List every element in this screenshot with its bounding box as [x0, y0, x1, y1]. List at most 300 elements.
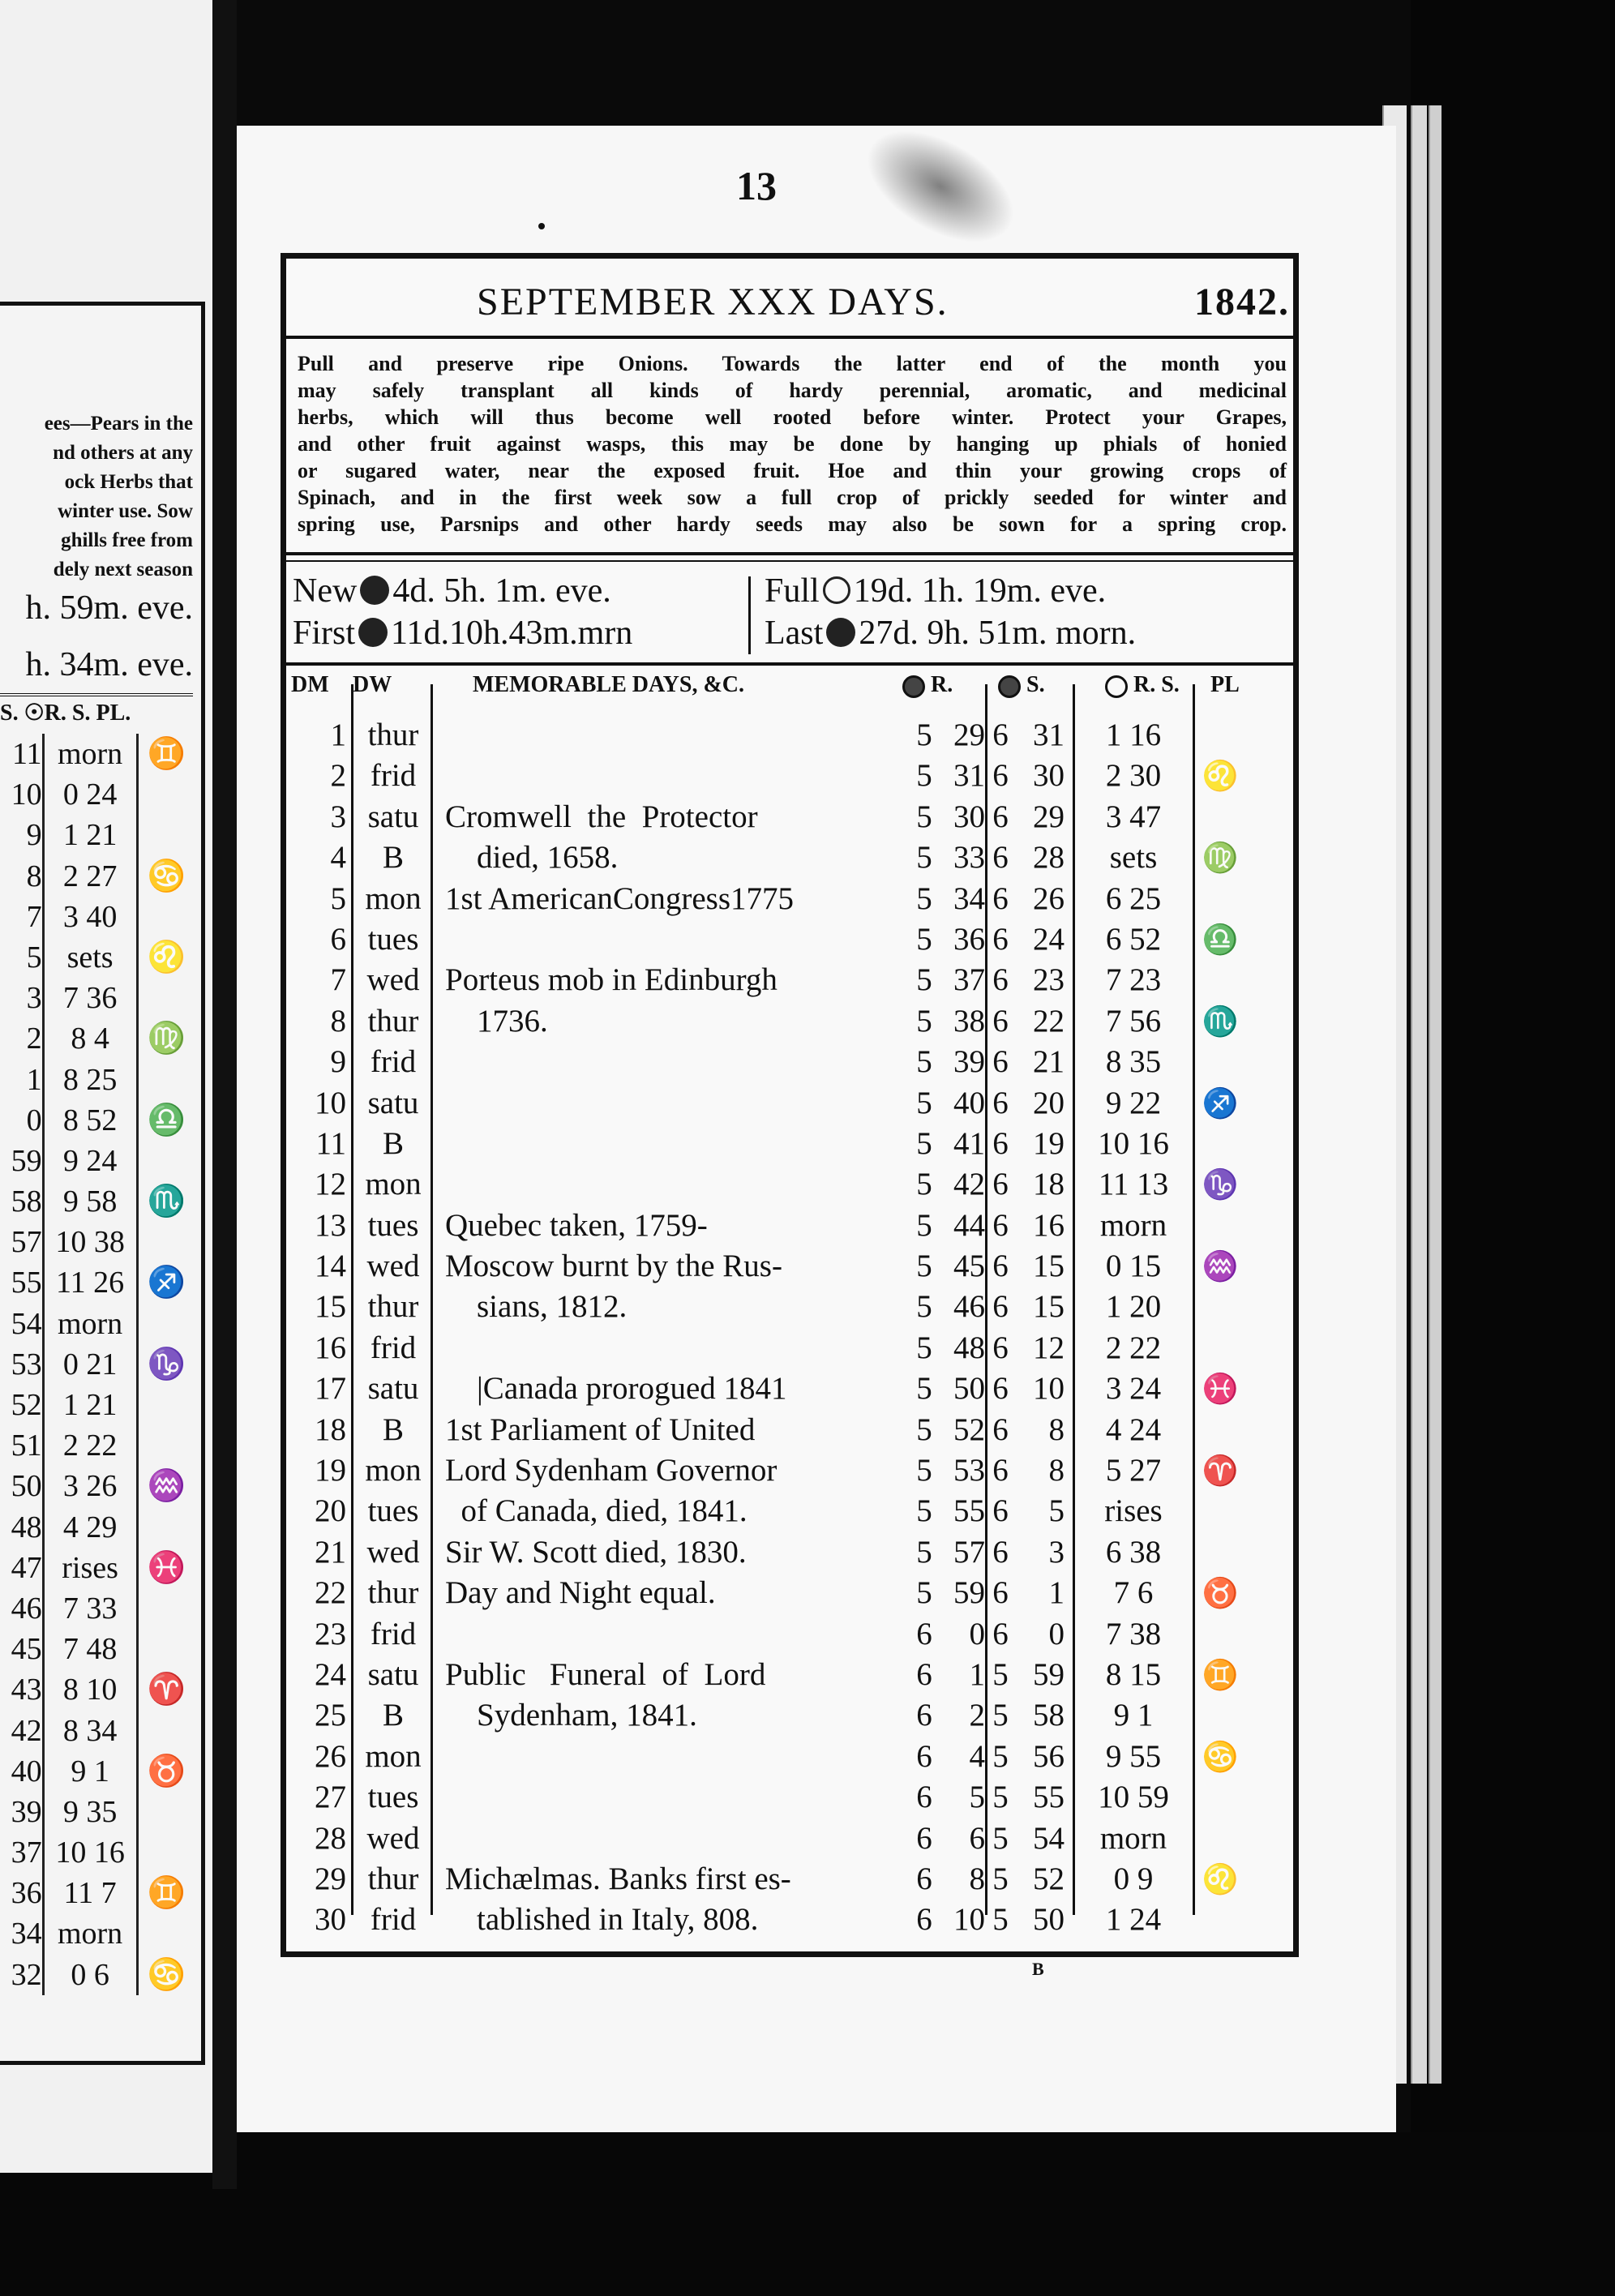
- sunset-minute: 58: [1033, 1698, 1065, 1733]
- sunset-hour: 6: [992, 1575, 1009, 1611]
- table-cell: 8 25: [42, 1060, 136, 1100]
- previous-page-rows: [0, 734, 195, 1995]
- sunset-minute: 56: [1033, 1738, 1065, 1774]
- moon-rise-set: 7 23: [1105, 962, 1162, 998]
- sunset-minute: 55: [1033, 1780, 1065, 1815]
- sunset-hour: 5: [992, 1902, 1009, 1938]
- sunset-minute: 24: [1033, 921, 1065, 957]
- sunrise-minute: 45: [953, 1249, 985, 1284]
- divider: [286, 552, 1293, 555]
- sunrise-minute: 38: [953, 1003, 985, 1039]
- table-cell: 9 1: [42, 1751, 136, 1792]
- moon-rise-set-header: R. S.: [1105, 672, 1180, 698]
- table-row: [286, 1287, 1293, 1327]
- sunset-hour: 6: [992, 880, 1009, 916]
- table-row: [286, 1450, 1293, 1491]
- phase-divider: [748, 576, 751, 654]
- phase-time: 19d. 1h. 19m. eve.: [853, 572, 1107, 610]
- day-of-month: 13: [315, 1207, 346, 1243]
- day-of-week: mon: [365, 880, 422, 916]
- previous-table-row: [0, 1425, 195, 1466]
- moon-rise-set: 1 20: [1105, 1289, 1162, 1325]
- table-cell: 51: [11, 1429, 42, 1463]
- first-quarter-phase: [293, 614, 632, 653]
- table-row: [286, 1777, 1293, 1818]
- table-cell: 7 33: [42, 1588, 136, 1629]
- day-of-month: 20: [315, 1493, 346, 1529]
- sunrise-hour: 5: [916, 1207, 932, 1243]
- day-of-month: 22: [315, 1575, 346, 1611]
- zodiac-sign: ♎: [1202, 923, 1239, 956]
- previous-notes-line: ees—Pears in the: [44, 413, 193, 435]
- day-of-month: 8: [330, 1003, 346, 1039]
- sunset-hour: 6: [992, 1371, 1009, 1407]
- zodiac-sign: [136, 1629, 195, 1669]
- zodiac-sign: [136, 1425, 195, 1466]
- moon-phases: [286, 570, 1293, 659]
- table-cell: 8 4: [42, 1018, 136, 1059]
- moon-rise-set: 10 59: [1098, 1780, 1169, 1815]
- day-of-month: 29: [315, 1861, 346, 1896]
- table-row: [286, 1124, 1293, 1164]
- zodiac-sign: [136, 1141, 195, 1181]
- moon-phase-line: h. 59m. eve.: [25, 589, 193, 627]
- sunset-hour: 6: [992, 718, 1009, 752]
- year: 1842.: [1194, 281, 1290, 323]
- table-cell: 11 26: [42, 1262, 136, 1303]
- previous-table-row: [0, 1262, 195, 1303]
- table-cell: 7 48: [42, 1629, 136, 1669]
- sunrise-hour: 6: [916, 1780, 932, 1815]
- zodiac-sign: ♎: [136, 1100, 195, 1141]
- memorable-event: sians, 1812.: [445, 1289, 628, 1325]
- sunset-minute: 15: [1033, 1249, 1065, 1284]
- day-of-week: wed: [366, 1820, 420, 1856]
- day-of-month: 5: [330, 880, 346, 916]
- sunrise-hour: 5: [916, 1330, 932, 1365]
- divider: [286, 560, 1293, 562]
- phase-time: 27d. 9h. 51m. morn.: [859, 615, 1137, 652]
- table-cell: 11 7: [42, 1873, 136, 1913]
- previous-page-column-header: S. ☉R. S. PL.: [0, 700, 131, 726]
- day-of-month: 16: [315, 1330, 346, 1365]
- sunrise-minute: 8: [969, 1861, 985, 1896]
- previous-table-row: [0, 1018, 195, 1059]
- sunset-minute: 8: [1048, 1411, 1065, 1447]
- day-of-month: 14: [315, 1249, 346, 1284]
- table-cell: 5: [26, 940, 42, 975]
- previous-table-row: [0, 1060, 195, 1100]
- table-cell: 1: [26, 1062, 42, 1097]
- table-row: [286, 1655, 1293, 1695]
- sunrise-minute: 0: [969, 1616, 985, 1651]
- memorable-event: died, 1658.: [445, 840, 619, 876]
- notes-line: herbs, which will thus become well rooted before winter. Protect your Grapes,: [298, 405, 1287, 429]
- sunset-hour: 6: [992, 799, 1009, 834]
- moon-rise-set: 6 52: [1105, 921, 1162, 957]
- sunset-hour: 6: [992, 1616, 1009, 1651]
- table-cell: 8 34: [42, 1711, 136, 1751]
- sunset-hour: 6: [992, 1493, 1009, 1529]
- sunset-hour: 6: [992, 840, 1009, 876]
- day-of-week: B: [382, 1411, 404, 1447]
- moon-rise-set: 4 24: [1105, 1411, 1162, 1447]
- table-row: [286, 837, 1293, 878]
- moon-rise-set: 6 25: [1105, 880, 1162, 916]
- day-of-week: satu: [367, 1085, 419, 1120]
- new-moon-icon: [360, 576, 389, 605]
- previous-table-row: [0, 1832, 195, 1873]
- sunrise-hour: 5: [916, 1249, 932, 1284]
- sunset-minute: 21: [1033, 1044, 1065, 1080]
- previous-table-row: [0, 1304, 195, 1344]
- memorable-event: Lord Sydenham Governor: [445, 1453, 778, 1489]
- sunrise-hour: 6: [916, 1820, 932, 1856]
- sunrise-minute: 48: [953, 1330, 985, 1365]
- sunrise-minute: 31: [953, 758, 985, 794]
- moon-rise-set: 9 1: [1113, 1698, 1154, 1733]
- day-of-month: 24: [315, 1656, 346, 1692]
- table-row: [286, 1859, 1293, 1900]
- sunrise-hour: 5: [916, 1534, 932, 1570]
- memorable-event: Public Funeral of Lord: [445, 1656, 766, 1692]
- sunrise-hour: 6: [916, 1861, 932, 1896]
- zodiac-sign: ♍: [136, 1018, 195, 1059]
- table-cell: morn: [42, 734, 136, 774]
- sunset-minute: 1: [1048, 1575, 1065, 1611]
- table-cell: 2: [26, 1022, 42, 1056]
- phase-label: Full: [765, 572, 820, 610]
- header-dw: DW: [353, 672, 392, 697]
- last-quarter-phase: [765, 614, 1136, 653]
- day-of-month: 7: [330, 962, 346, 998]
- sunset-hour: 5: [992, 1656, 1009, 1692]
- previous-page: [0, 0, 212, 2173]
- zodiac-sign: ♊: [136, 1873, 195, 1913]
- table-cell: 54: [11, 1306, 42, 1341]
- previous-table-row: [0, 978, 195, 1018]
- memorable-event: of Canada, died, 1841.: [445, 1493, 748, 1529]
- sunset-hour: 6: [992, 1044, 1009, 1080]
- day-of-week: frid: [370, 758, 417, 794]
- table-cell: 7: [26, 899, 42, 934]
- memorable-event: Porteus mob in Edinburgh: [445, 962, 778, 998]
- sunset-hour: 5: [992, 1780, 1009, 1815]
- day-of-month: 23: [315, 1616, 346, 1651]
- sunset-hour: 6: [992, 921, 1009, 957]
- table-row: [286, 1410, 1293, 1450]
- sunset-minute: 26: [1033, 880, 1065, 916]
- moon-rise-set: 7 6: [1113, 1575, 1154, 1611]
- page-number: 13: [736, 163, 777, 208]
- table-cell: 2 22: [42, 1425, 136, 1466]
- sunrise-hour: 5: [916, 1453, 932, 1489]
- table-cell: 36: [11, 1876, 42, 1911]
- day-of-month: 1: [330, 718, 346, 752]
- zodiac-sign: [136, 815, 195, 855]
- moon-rise-set: 2 22: [1105, 1330, 1162, 1365]
- zodiac-sign: ♉: [136, 1751, 195, 1792]
- zodiac-sign: ♌: [136, 937, 195, 978]
- zodiac-sign: ♐: [136, 1262, 195, 1303]
- table-row: [286, 1206, 1293, 1246]
- previous-table-row: [0, 1669, 195, 1710]
- sunset-hour: 6: [992, 962, 1009, 998]
- moon-rise-set: 9 22: [1105, 1085, 1162, 1120]
- zodiac-sign: [136, 774, 195, 815]
- table-row: [286, 1573, 1293, 1613]
- notes-line: and other fruit against wasps, this may be done by hanging up phials of honied: [298, 432, 1287, 456]
- table-cell: 59: [11, 1143, 42, 1178]
- zodiac-sign: ♈: [136, 1669, 195, 1710]
- sunset-hour: 6: [992, 1125, 1009, 1161]
- zodiac-sign: [136, 1507, 195, 1548]
- zodiac-sign: ♊: [136, 734, 195, 774]
- table-cell: morn: [42, 1304, 136, 1344]
- sunrise-hour: 5: [916, 1125, 932, 1161]
- day-of-week: thur: [367, 1861, 419, 1896]
- table-cell: 9 24: [42, 1141, 136, 1181]
- table-row: [286, 1369, 1293, 1409]
- sunrise-hour: 5: [916, 1003, 932, 1039]
- sunrise-minute: 33: [953, 840, 985, 876]
- zodiac-sign: [136, 1222, 195, 1262]
- sunset-minute: 0: [1048, 1616, 1065, 1651]
- table-cell: 9: [26, 818, 42, 853]
- previous-table-row: [0, 1588, 195, 1629]
- table-cell: 1 21: [42, 1385, 136, 1425]
- day-of-month: 21: [315, 1534, 346, 1570]
- previous-table-row: [0, 1466, 195, 1506]
- moon-rise-set: 1 16: [1105, 718, 1162, 752]
- zodiac-sign: ♉: [1202, 1577, 1239, 1610]
- sunset-minute: 16: [1033, 1207, 1065, 1243]
- sunrise-hour: 5: [916, 880, 932, 916]
- sunset-minute: 10: [1033, 1371, 1065, 1407]
- memorable-event: Michælmas. Banks first es-: [445, 1861, 791, 1896]
- moon-rise-set: morn: [1099, 1820, 1167, 1856]
- previous-table-row: [0, 734, 195, 774]
- sunset-hour: 6: [992, 1289, 1009, 1325]
- sunrise-minute: 39: [953, 1044, 985, 1080]
- sunset-minute: 54: [1033, 1820, 1065, 1856]
- day-of-week: thur: [367, 1289, 419, 1325]
- book-spine: [212, 0, 237, 2189]
- moon-rise-set: morn: [1099, 1207, 1167, 1243]
- divider: [286, 662, 1293, 666]
- sunset-minute: 15: [1033, 1289, 1065, 1325]
- zodiac-sign: [136, 1711, 195, 1751]
- header-memorable-days: MEMORABLE DAYS, &C.: [473, 672, 744, 697]
- zodiac-sign: ♍: [1202, 842, 1239, 875]
- day-of-week: wed: [366, 962, 420, 998]
- table-cell: 50: [11, 1469, 42, 1504]
- full-moon-icon: [823, 576, 850, 604]
- scan-background-bottom: [0, 2132, 1615, 2296]
- sunrise-minute: 41: [953, 1125, 985, 1161]
- day-of-month: 26: [315, 1738, 346, 1774]
- notes-line: or sugared water, near the exposed fruit. Hoe and thin your growing crops of: [298, 459, 1287, 482]
- zodiac-sign: ♒: [136, 1466, 195, 1506]
- table-row: [286, 919, 1293, 960]
- zodiac-sign: ♋: [136, 1955, 195, 1995]
- previous-page-moon-phases: [0, 580, 193, 696]
- previous-notes-line: dely next season: [53, 559, 193, 580]
- moon-rise-set: 5 27: [1105, 1453, 1162, 1489]
- table-row: [286, 1328, 1293, 1369]
- table-cell: 0: [26, 1103, 42, 1137]
- sunrise-minute: 44: [953, 1207, 985, 1243]
- day-of-month: 28: [315, 1820, 346, 1856]
- notes-line: Pull and preserve ripe Onions. Towards the latter end of the month you: [298, 352, 1287, 375]
- day-of-month: 12: [315, 1167, 346, 1202]
- month-heading: [286, 280, 1293, 328]
- sunrise-minute: 6: [969, 1820, 985, 1856]
- zodiac-sign: ♓: [136, 1548, 195, 1588]
- sunset-minute: 22: [1033, 1003, 1065, 1039]
- table-cell: 46: [11, 1591, 42, 1626]
- table-cell: 3: [26, 981, 42, 1016]
- sunrise-hour: 6: [916, 1616, 932, 1651]
- sunset-hour: 6: [992, 1330, 1009, 1365]
- day-of-week: B: [382, 840, 404, 876]
- previous-table-row: [0, 1955, 195, 1995]
- new-moon-phase: [293, 572, 611, 610]
- day-of-week: tues: [367, 921, 419, 957]
- phase-label: New: [293, 572, 358, 610]
- previous-table-row: [0, 1751, 195, 1792]
- last-quarter-icon: [826, 618, 855, 647]
- table-cell: 7 36: [42, 978, 136, 1018]
- zodiac-sign: [136, 1304, 195, 1344]
- sunrise-hour: 5: [916, 1411, 932, 1447]
- zodiac-sign: [136, 897, 195, 937]
- table-row: [286, 756, 1293, 796]
- previous-table-row: [0, 1913, 195, 1954]
- day-of-week: mon: [365, 1453, 422, 1489]
- page-edge: [1411, 105, 1427, 2084]
- moon-icon: [1105, 675, 1128, 698]
- table-header: [286, 672, 1293, 713]
- sunrise-hour: 5: [916, 1289, 932, 1325]
- day-of-week: satu: [367, 799, 419, 834]
- previous-table-row: [0, 1222, 195, 1262]
- moon-rise-set: 3 47: [1105, 799, 1162, 834]
- moon-rise-set: 3 24: [1105, 1371, 1162, 1407]
- sunrise-minute: 36: [953, 921, 985, 957]
- sunrise-hour: 5: [916, 718, 932, 752]
- table-row: [286, 1695, 1293, 1736]
- table-cell: sets: [42, 937, 136, 978]
- moon-rise-set: 0 15: [1105, 1249, 1162, 1284]
- table-row: [286, 1083, 1293, 1124]
- sunset-minute: 12: [1033, 1330, 1065, 1365]
- memorable-event: 1736.: [445, 1003, 548, 1039]
- sunset-minute: 18: [1033, 1167, 1065, 1202]
- sunrise-hour: 5: [916, 1371, 932, 1407]
- memorable-event: Day and Night equal.: [445, 1575, 716, 1611]
- previous-notes-line: nd others at any: [53, 442, 193, 464]
- month-title: SEPTEMBER XXX DAYS.: [477, 281, 949, 323]
- table-row: [286, 879, 1293, 919]
- almanac-frame: [281, 253, 1299, 1957]
- memorable-event: |Canada prorogued 1841: [445, 1371, 787, 1407]
- moon-rise-set: 9 55: [1105, 1738, 1162, 1774]
- zodiac-sign: ♑: [1202, 1168, 1239, 1202]
- sunrise-hour: 5: [916, 1085, 932, 1120]
- sunset-hour: 6: [992, 1411, 1009, 1447]
- table-cell: 3 40: [42, 897, 136, 937]
- table-cell: 32: [11, 1957, 42, 1992]
- sunset-hour: 5: [992, 1861, 1009, 1896]
- table-cell: 42: [11, 1713, 42, 1748]
- day-of-week: frid: [370, 1616, 417, 1651]
- day-of-week: thur: [367, 1575, 419, 1611]
- previous-table-row: [0, 774, 195, 815]
- day-of-week: tues: [367, 1207, 419, 1243]
- previous-table-row: [0, 1548, 195, 1588]
- table-cell: rises: [42, 1548, 136, 1588]
- sunrise-hour: 5: [916, 840, 932, 876]
- sunrise-minute: 53: [953, 1453, 985, 1489]
- sunset-hour: 6: [992, 1453, 1009, 1489]
- sunrise-minute: 55: [953, 1493, 985, 1529]
- gardening-notes: [298, 350, 1287, 538]
- zodiac-sign: [136, 1792, 195, 1832]
- sunset-minute: 20: [1033, 1085, 1065, 1120]
- notes-line: Spinach, and in the first week sow a full crop of prickly seeded for winter and: [298, 486, 1287, 509]
- sun-icon: [998, 675, 1021, 698]
- day-of-week: frid: [370, 1902, 417, 1938]
- sunrise-hour: 5: [916, 1044, 932, 1080]
- table-cell: 11: [11, 737, 42, 771]
- table-cell: 8: [26, 859, 42, 893]
- table-cell: 58: [11, 1184, 42, 1219]
- moon-rise-set: 8 35: [1105, 1044, 1162, 1080]
- day-of-month: 3: [330, 799, 346, 834]
- sunset-hour: 5: [992, 1738, 1009, 1774]
- memorable-event: tablished in Italy, 808.: [445, 1902, 759, 1938]
- zodiac-sign: ♋: [1202, 1740, 1239, 1773]
- day-of-month: 25: [315, 1698, 346, 1733]
- sun-icon: [902, 675, 925, 698]
- sunset-hour: 6: [992, 1534, 1009, 1570]
- table-row: [286, 715, 1293, 756]
- zodiac-sign: ♏: [1202, 1004, 1239, 1038]
- day-of-week: mon: [365, 1738, 422, 1774]
- moon-rise-set: 0 9: [1113, 1861, 1154, 1896]
- divider: [286, 336, 1293, 339]
- table-cell: 9 58: [42, 1181, 136, 1222]
- sunrise-minute: 52: [953, 1411, 985, 1447]
- sunrise-minute: 4: [969, 1738, 985, 1774]
- moon-phase-line: h. 34m. eve.: [25, 646, 193, 683]
- previous-table-row: [0, 1507, 195, 1548]
- zodiac-sign: ♌: [1202, 1862, 1239, 1895]
- sunset-minute: 28: [1033, 840, 1065, 876]
- sunrise-hour: 5: [916, 962, 932, 998]
- sun-set-header: S.: [998, 672, 1045, 698]
- table-cell: 0 24: [42, 774, 136, 815]
- day-of-week: wed: [366, 1249, 420, 1284]
- sunrise-minute: 30: [953, 799, 985, 834]
- sunset-minute: 23: [1033, 962, 1065, 998]
- sunrise-hour: 6: [916, 1656, 932, 1692]
- sunrise-hour: 6: [916, 1738, 932, 1774]
- day-of-week: satu: [367, 1656, 419, 1692]
- sunset-minute: 5: [1048, 1493, 1065, 1529]
- previous-table-row: [0, 1181, 195, 1222]
